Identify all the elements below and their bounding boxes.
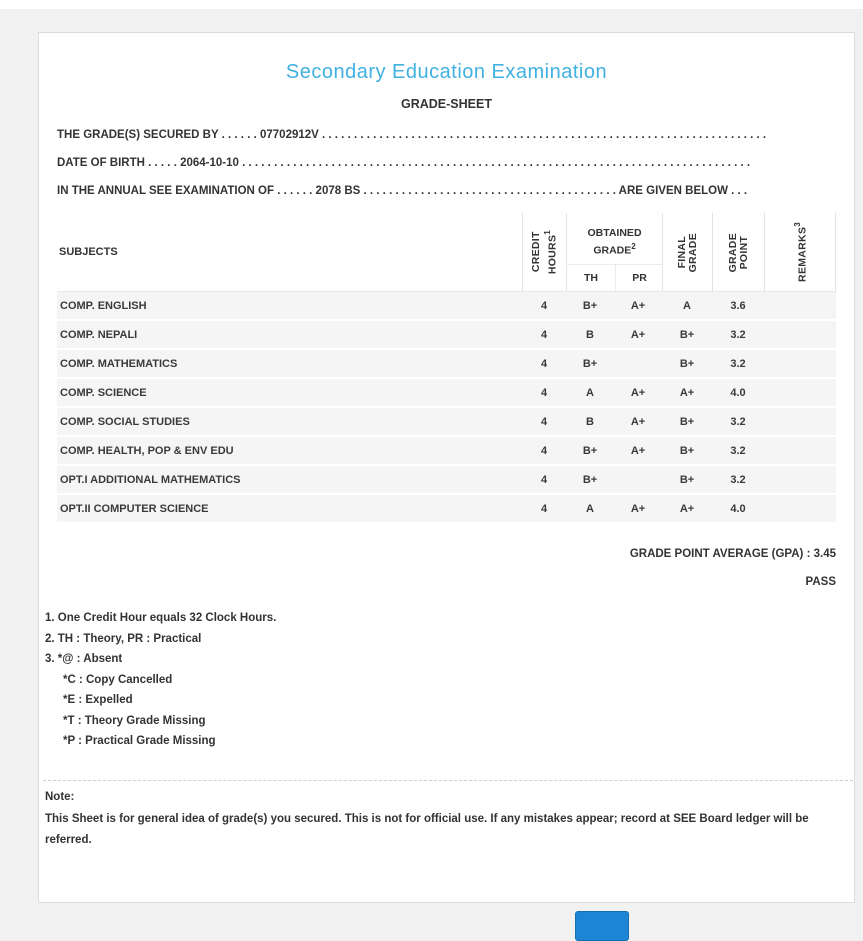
cell-grade-point: 3.6 xyxy=(730,299,746,312)
cell-pr: A+ xyxy=(630,502,646,515)
cell-credit: 4 xyxy=(540,328,548,341)
cell-th: B xyxy=(586,328,594,341)
header-credit-hours: CREDIT HOURS$^1$ xyxy=(522,213,566,291)
cell-pr: A+ xyxy=(630,328,646,341)
header-grade-point: GRADE POINT xyxy=(712,213,764,291)
table-header xyxy=(57,213,836,292)
cell-th: A xyxy=(586,386,594,399)
table-row xyxy=(57,379,836,408)
cell-final: A xyxy=(683,299,691,312)
header-th: TH xyxy=(584,272,598,285)
cell-credit: 4 xyxy=(540,386,548,399)
cell-subject: COMP. NEPALI xyxy=(60,328,138,341)
grade-sheet-card xyxy=(38,32,855,903)
cell-subject: COMP. MATHEMATICS xyxy=(60,357,178,370)
cell-final: B+ xyxy=(679,473,695,486)
cell-subject: COMP. SCIENCE xyxy=(60,386,147,399)
footnote-copy-cancelled: *C : Copy Cancelled xyxy=(63,673,173,686)
cell-final: A+ xyxy=(679,502,695,515)
gpa-summary: GRADE POINT AVERAGE (GPA) : 3.45 xyxy=(629,548,836,561)
cell-final: B+ xyxy=(679,444,695,457)
footnote-th-pr: 2. TH : Theory, PR : Practical xyxy=(45,632,202,645)
footnote-absent: 3. *@ : Absent xyxy=(45,653,123,666)
cell-subject: COMP. ENGLISH xyxy=(60,299,147,312)
note-label: Note: xyxy=(45,790,75,803)
bottom-blue-button[interactable] xyxy=(575,911,629,941)
cell-final: A+ xyxy=(679,386,695,399)
cell-th: A xyxy=(586,502,594,515)
cell-credit: 4 xyxy=(540,444,548,457)
header-final-grade: FINAL GRADE xyxy=(662,213,712,291)
table-row xyxy=(57,350,836,379)
header-subjects: SUBJECTS xyxy=(59,246,118,259)
grades-table xyxy=(57,213,836,524)
cell-final: B+ xyxy=(679,357,695,370)
cell-subject: OPT.II COMPUTER SCIENCE xyxy=(60,502,209,515)
header-obtained-grade: OBTAINED GRADE$^2$ TH PR xyxy=(566,213,662,291)
info-line-grades-secured-by: THE GRADE(S) SECURED BY . . . . . . 07702912V . . . . . . . . . . . . . . . . . . . . . . . . . . . . . . . . . . . . . . . . . . . . . . . . . . . . . . . . . . . . . . . . . . . . . . xyxy=(57,129,767,142)
footnote-expelled: *E : Expelled xyxy=(63,694,133,707)
cell-pr: A+ xyxy=(630,415,646,428)
result-status: PASS xyxy=(805,576,836,589)
cell-grade-point: 3.2 xyxy=(730,357,746,370)
cell-grade-point: 3.2 xyxy=(730,473,746,486)
grade-sheet-subtitle: GRADE-SHEET xyxy=(401,97,492,112)
cell-th: B+ xyxy=(582,299,598,312)
info-line-date-of-birth: DATE OF BIRTH . . . . . 2064-10-10 . . . . . . . . . . . . . . . . . . . . . . . . . . . . . . . . . . . . . . . . . . . . . . . . . . . . . . . . . . . . . . . . . . . . . . . . . . . . . . . . xyxy=(57,157,751,170)
cell-th: B+ xyxy=(582,444,598,457)
footnote-practical-missing: *P : Practical Grade Missing xyxy=(63,735,216,748)
cell-final: B+ xyxy=(679,328,695,341)
note-text: This Sheet is for general idea of grade(s) you secured. This is not for official use. If any mistakes appear; record at SEE Board ledger will be referred. xyxy=(45,812,809,846)
cell-final: B+ xyxy=(679,415,695,428)
table-row xyxy=(57,495,836,524)
page-top-strip xyxy=(0,0,863,9)
cell-credit: 4 xyxy=(540,473,548,486)
cell-grade-point: 3.2 xyxy=(730,444,746,457)
table-row xyxy=(57,466,836,495)
dashed-divider xyxy=(43,780,853,781)
cell-subject: COMP. SOCIAL STUDIES xyxy=(60,415,190,428)
footnotes-section xyxy=(45,608,848,851)
cell-th: B xyxy=(586,415,594,428)
footnote-theory-missing: *T : Theory Grade Missing xyxy=(63,714,206,727)
cell-th: B+ xyxy=(582,357,598,370)
table-row xyxy=(57,408,836,437)
header-pr: PR xyxy=(615,265,663,291)
cell-grade-point: 3.2 xyxy=(730,415,746,428)
cell-pr: A+ xyxy=(630,386,646,399)
info-line-examination-year: IN THE ANNUAL SEE EXAMINATION OF . . . . . . 2078 BS . . . . . . . . . . . . . . . . . . . . . . . . . . . . . . . . . . . . . . . . ARE GIVEN BELOW . . . xyxy=(57,185,748,198)
footnote-credit-hours: 1. One Credit Hour equals 32 Clock Hours. xyxy=(45,612,277,625)
cell-subject: OPT.I ADDITIONAL MATHEMATICS xyxy=(60,473,241,486)
table-row xyxy=(57,321,836,350)
page-title: Secondary Education Examination xyxy=(285,61,608,83)
cell-grade-point: 4.0 xyxy=(730,502,746,515)
cell-subject: COMP. HEALTH, POP & ENV EDU xyxy=(60,444,234,457)
cell-credit: 4 xyxy=(540,357,548,370)
cell-credit: 4 xyxy=(540,415,548,428)
cell-credit: 4 xyxy=(540,502,548,515)
cell-th: B+ xyxy=(582,473,598,486)
candidate-info xyxy=(57,129,836,197)
cell-pr: A+ xyxy=(630,444,646,457)
cell-pr: A+ xyxy=(630,299,646,312)
cell-grade-point: 3.2 xyxy=(730,328,746,341)
table-row xyxy=(57,292,836,321)
cell-credit: 4 xyxy=(540,299,548,312)
header-remarks: REMARKS$^3$ xyxy=(764,213,836,291)
table-row xyxy=(57,437,836,466)
cell-grade-point: 4.0 xyxy=(730,386,746,399)
